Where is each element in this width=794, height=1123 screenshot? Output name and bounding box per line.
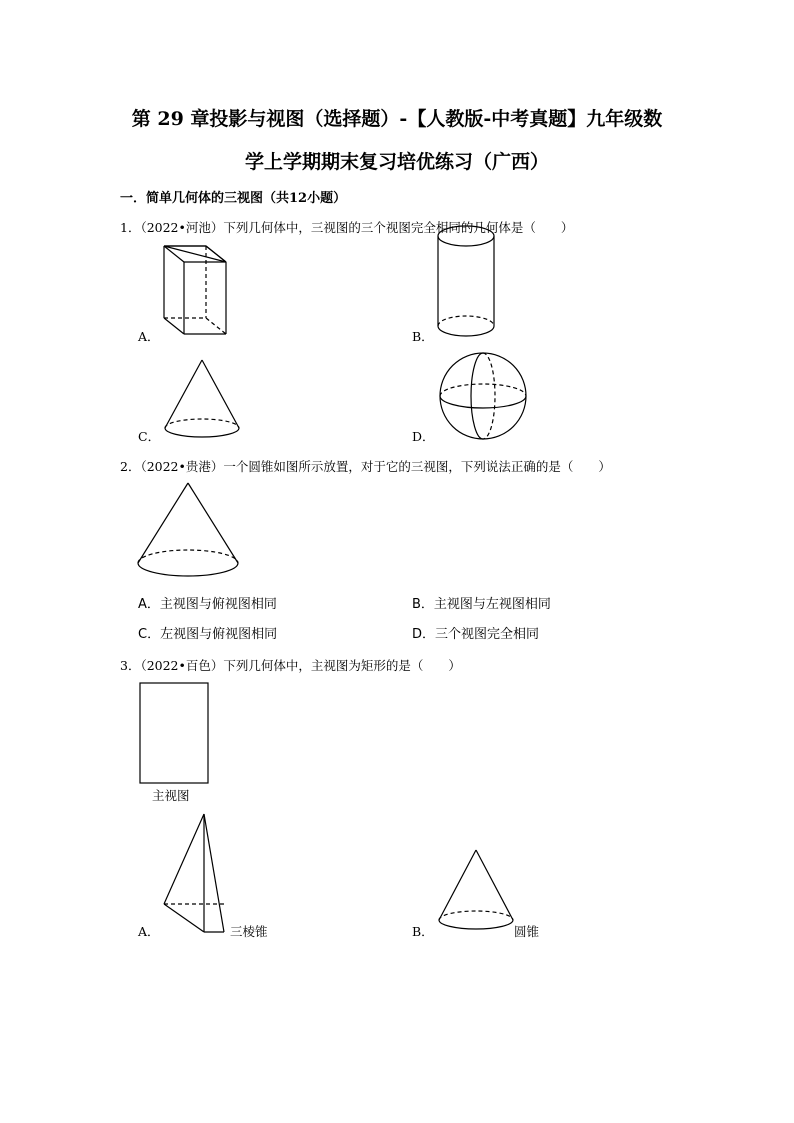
front-view-rectangle bbox=[139, 682, 211, 786]
q1-option-a-label: A． bbox=[138, 329, 160, 344]
front-view-caption: 主视图 bbox=[152, 788, 190, 803]
cone-figure-q2 bbox=[136, 481, 242, 581]
cone-figure-q3 bbox=[436, 848, 516, 938]
q2-option-a-label: A． bbox=[138, 597, 160, 612]
q2-option-c-text: 左视图与俯视图相同 bbox=[160, 627, 278, 642]
sphere-figure bbox=[438, 351, 530, 443]
q3-option-b-label: B． bbox=[412, 924, 434, 939]
question-2-stem: 2．（2022•贵港）一个圆锥如图所示放置，对于它的三视图，下列说法正确的是（ ） bbox=[120, 459, 611, 474]
q2-option-d[interactable] bbox=[412, 623, 539, 642]
page-title-line-2: 学上学期期末复习培优练习（广西） bbox=[244, 151, 549, 173]
q2-option-d-label: D． bbox=[412, 627, 436, 642]
q2-option-d-text: 三个视图完全相同 bbox=[435, 627, 540, 642]
q2-option-b-text: 主视图与左视图相同 bbox=[433, 597, 551, 612]
triangular-pyramid-figure bbox=[160, 812, 230, 936]
q2-option-a[interactable] bbox=[138, 593, 277, 612]
page-title-line-1: 第 29 章投影与视图（选择题）-【人教版-中考真题】九年级数 bbox=[131, 108, 663, 130]
cylinder-figure bbox=[436, 222, 498, 342]
q1-option-b-label: B． bbox=[412, 329, 434, 344]
cone-figure-q1 bbox=[162, 358, 242, 444]
q2-option-a-text: 主视图与俯视图相同 bbox=[159, 597, 277, 612]
q3-option-a-label: A． bbox=[138, 924, 160, 939]
q2-option-b-label: B． bbox=[412, 597, 434, 612]
q1-option-c-label: C． bbox=[138, 429, 161, 444]
section-heading: 一．简单几何体的三视图（共12小题） bbox=[120, 191, 347, 206]
q3-option-b-caption: 圆锥 bbox=[514, 924, 540, 939]
q3-option-a-caption: 三棱锥 bbox=[230, 924, 268, 939]
q2-option-b[interactable] bbox=[412, 593, 551, 612]
question-3-stem: 3．（2022•百色）下列几何体中，主视图为矩形的是（ ） bbox=[120, 658, 461, 673]
q2-option-c-label: C． bbox=[138, 627, 161, 642]
triangular-prism-figure bbox=[160, 242, 240, 342]
q2-option-c[interactable] bbox=[138, 623, 277, 642]
question-1-stem: 1．（2022•河池）下列几何体中，三视图的三个视图完全相同的几何体是（ ） bbox=[120, 220, 574, 235]
q1-option-d-label: D． bbox=[412, 429, 435, 444]
